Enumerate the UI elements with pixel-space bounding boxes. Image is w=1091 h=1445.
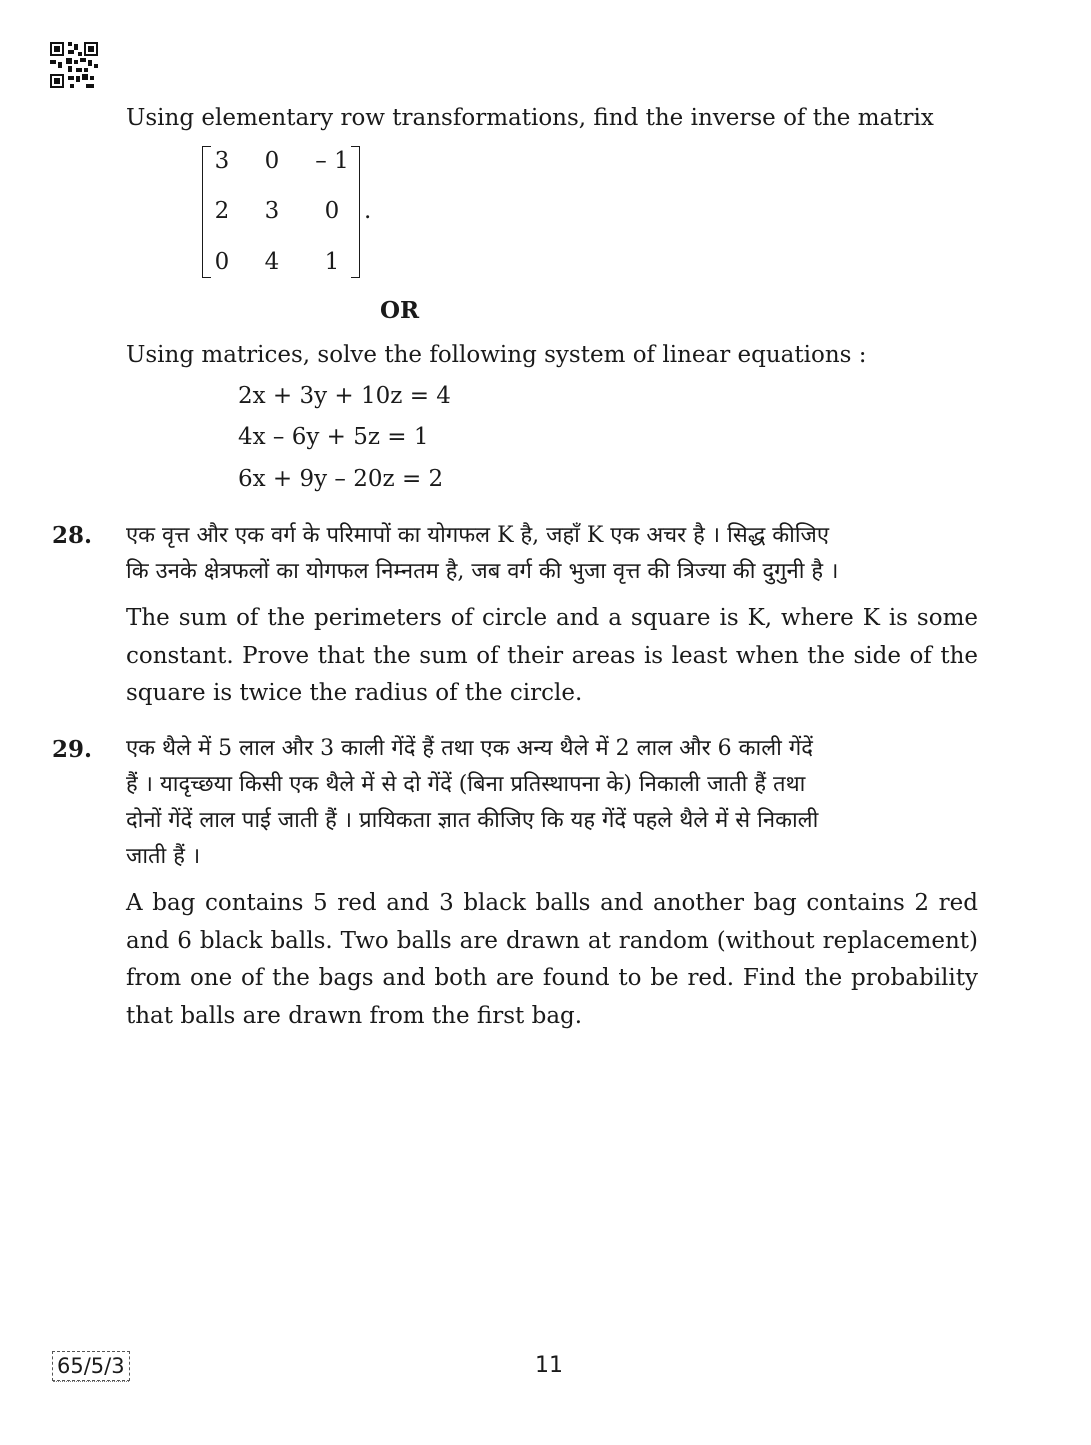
matrix-inverse-instruction: Using elementary row transformations, find the inverse of the matrix <box>126 105 934 131</box>
matrix-cell: – 1 <box>315 148 349 174</box>
linear-equations-instruction: Using matrices, solve the following system of linear equations : <box>126 342 867 368</box>
matrix-cell: 1 <box>324 249 340 275</box>
matrix-cell: 2 <box>214 198 230 224</box>
question-29-hindi <box>126 731 978 875</box>
equation: 6x + 9y – 20z = 2 <box>238 466 444 492</box>
matrix-cell: 0 <box>324 198 340 224</box>
hindi-line: कि उनके क्षेत्रफलों का योगफल निम्नतम है, जब वर्ग की भुजा वृत्त की त्रिज्या की दुगुनी है । <box>126 559 839 584</box>
matrix-cell: 3 <box>214 148 230 174</box>
or-separator: OR <box>380 297 420 324</box>
matrix-cell: 4 <box>264 249 280 275</box>
matrix-right-bracket <box>351 146 360 278</box>
equation: 2x + 3y + 10z = 4 <box>238 383 451 409</box>
matrix <box>202 146 360 276</box>
paper-code-text: 65/5/3 <box>57 1354 125 1378</box>
question-28-hindi <box>126 518 978 590</box>
hindi-line: जाती हैं । <box>126 844 201 869</box>
hindi-line: एक थैले में 5 लाल और 3 काली गेंदें हैं तथा एक अन्य थैले में 2 लाल और 6 काली गेंदें <box>126 736 813 761</box>
matrix-cell: 3 <box>264 198 280 224</box>
matrix-cell: 0 <box>264 148 280 174</box>
question-number: 28. <box>52 522 93 549</box>
question-29-english: A bag contains 5 red and 3 black balls and another bag contains 2 red and 6 black balls. Two balls are drawn at random (without replacement) from one of the bags and both are found to be red. Find the probability that balls are drawn from the first bag. <box>126 890 978 1029</box>
hindi-line: एक वृत्त और एक वर्ग के परिमापों का योगफल K है, जहाँ K एक अचर है । सिद्ध कीजिए <box>126 523 830 548</box>
matrix-terminator: . <box>364 198 372 224</box>
matrix-cell: 0 <box>214 249 230 275</box>
equation: 4x – 6y + 5z = 1 <box>238 424 429 450</box>
hindi-line: हैं । यादृच्छया किसी एक थैले में से दो गेंदें (बिना प्रतिस्थापना के) निकाली जाती हैं तथा <box>126 772 806 797</box>
qr-code-icon <box>50 42 98 88</box>
paper-code <box>52 1351 130 1381</box>
page-number: 11 <box>535 1353 563 1378</box>
question-number: 29. <box>52 736 93 763</box>
hindi-line: दोनों गेंदें लाल पाई जाती हैं । प्रायिकता ज्ञात कीजिए कि यह गेंदें पहले थैले में से निकाली <box>126 808 819 833</box>
paper-code-underline <box>53 1381 129 1386</box>
question-28-english: The sum of the perimeters of circle and a square is K, where K is some constant. Prove that the sum of their areas is least when the side of the square is twice the radius of the circle. <box>126 605 978 706</box>
